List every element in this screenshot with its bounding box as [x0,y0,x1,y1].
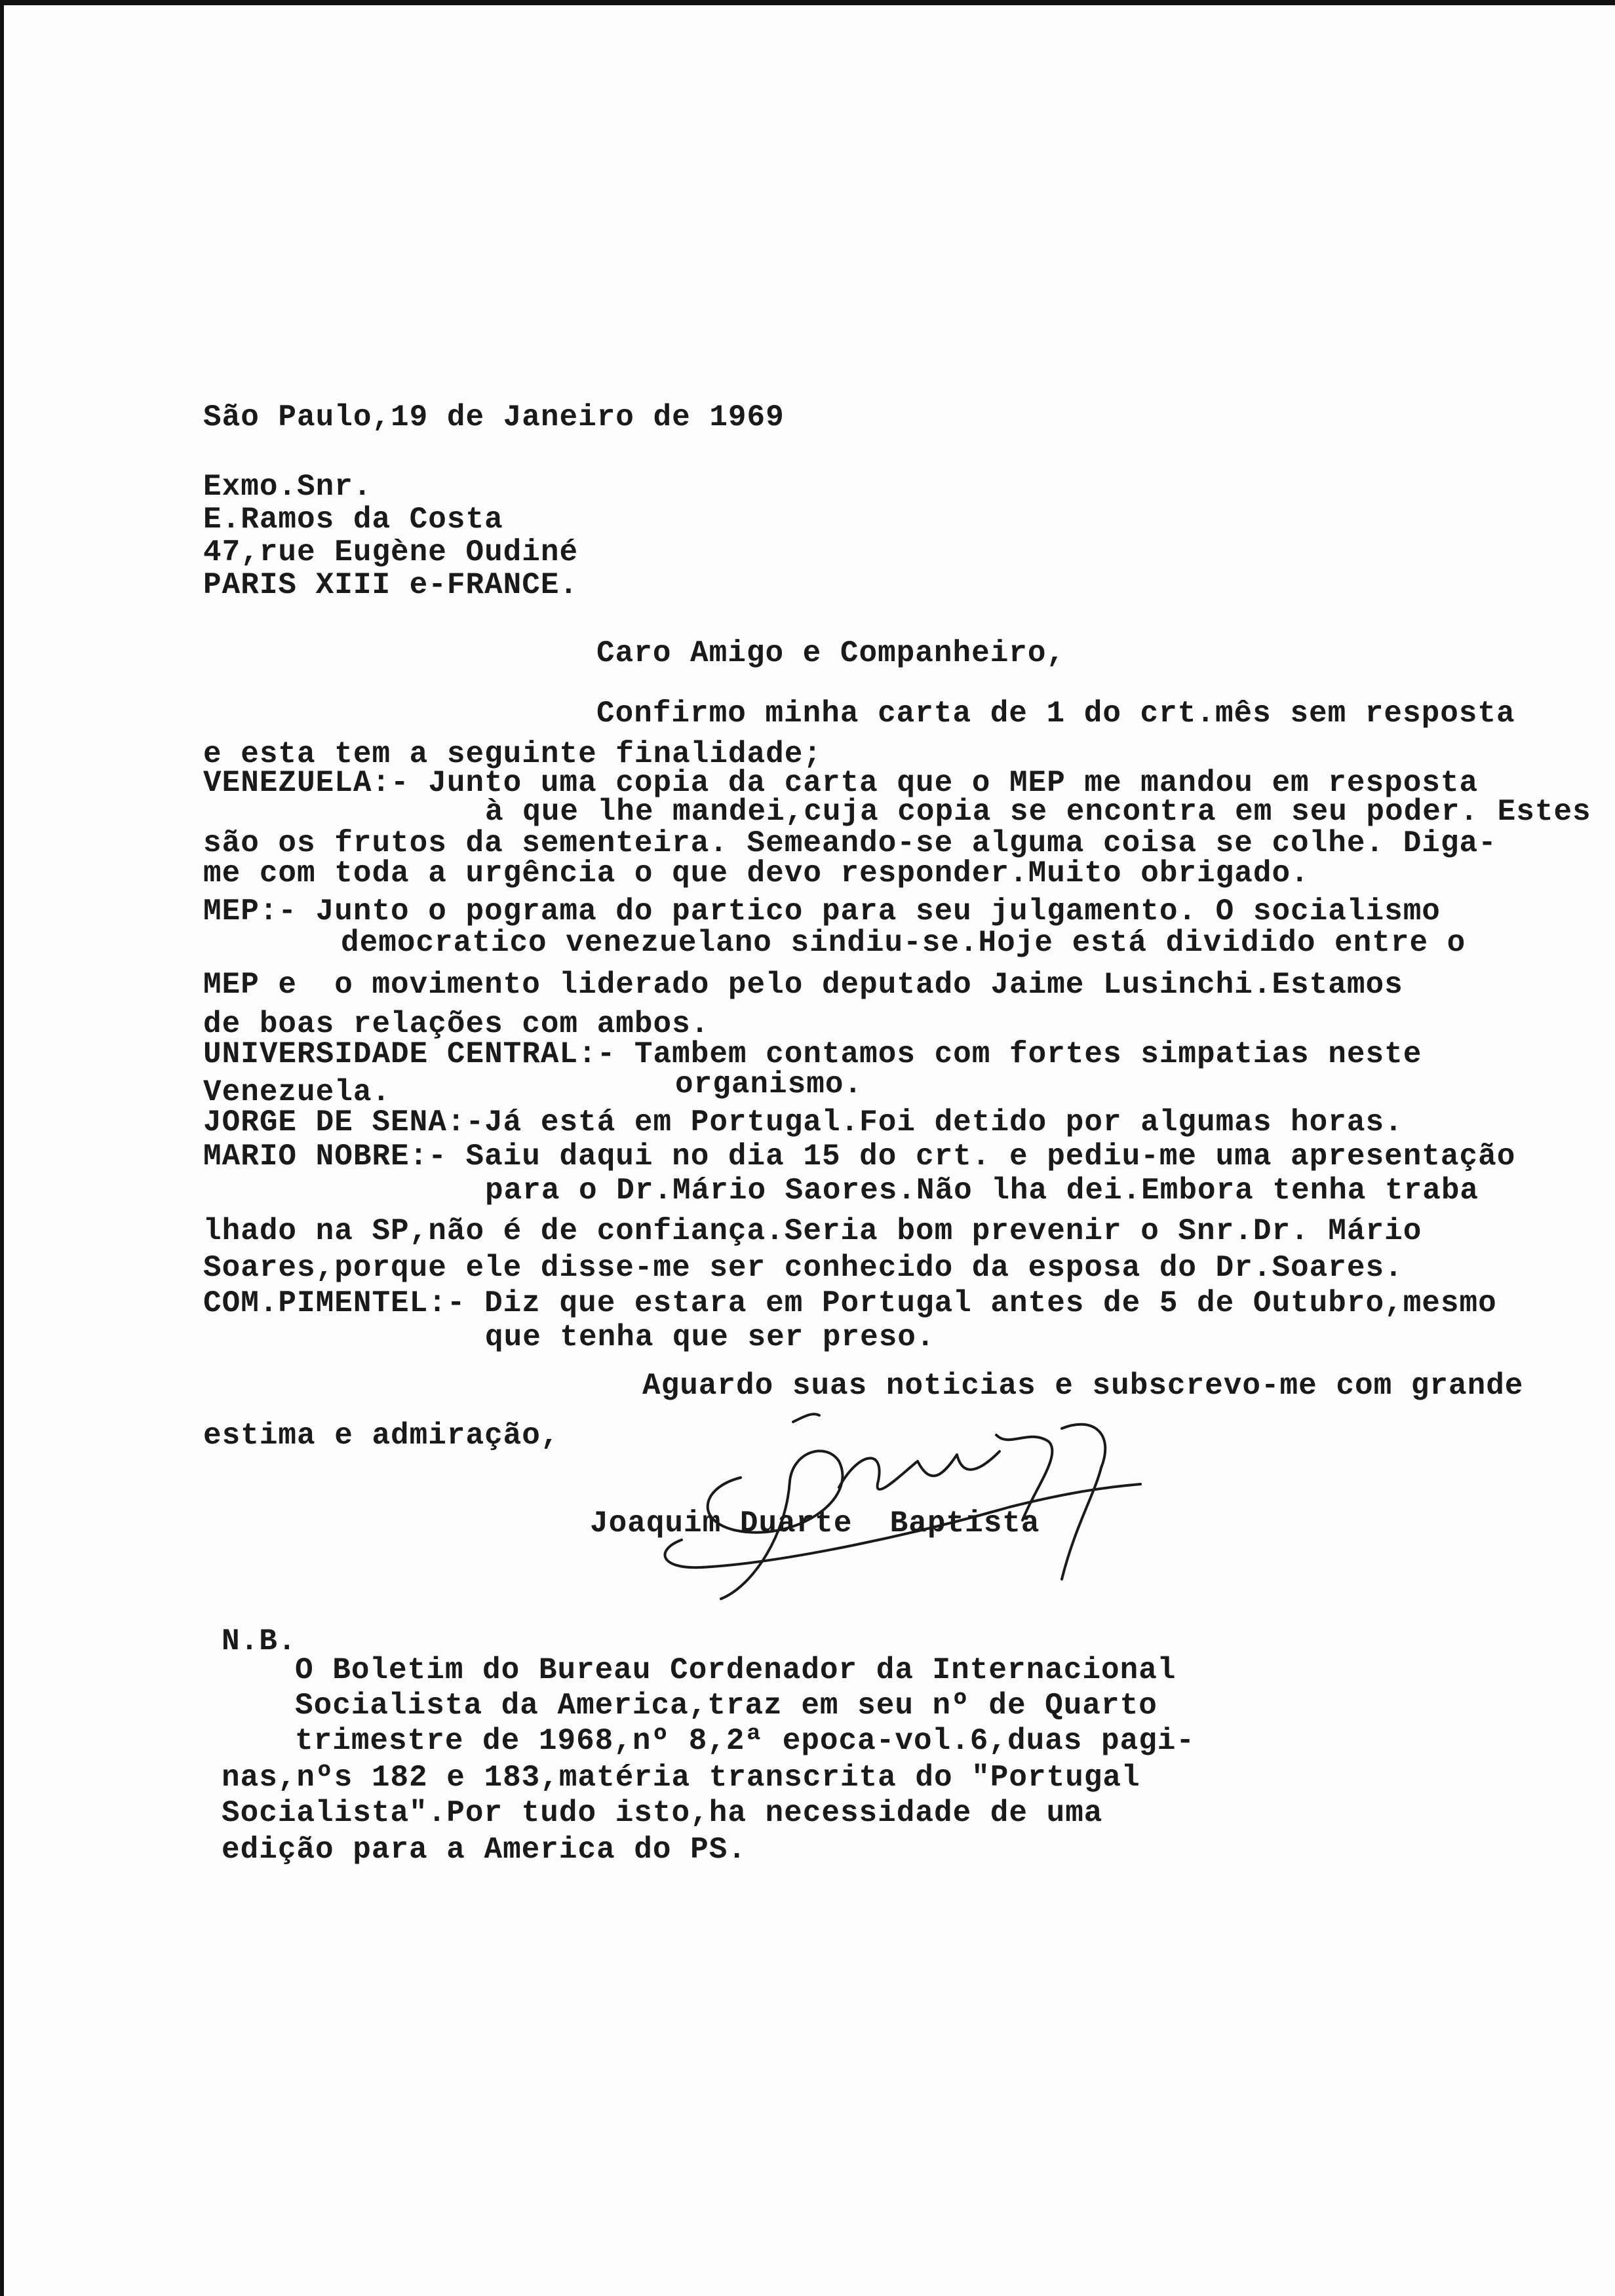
scan-edge-top [0,0,1615,5]
scan-edge-left [0,0,4,2296]
mep-line-1: MEP:- Junto o pograma do partico para seu julgamento. O socialismo [203,894,1441,928]
universidade-line-2b: organismo. [675,1067,863,1101]
address-city: PARIS XIII e-FRANCE. [203,568,579,602]
mep-line-3: MEP e o movimento liderado pelo deputado Jaime Lusinchi.Estamos [203,968,1403,1002]
address-street: 47,rue Eugène Oudiné [203,535,579,569]
venezuela-line-3: são os frutos da sementeira. Semeando-se alguma coisa se colhe. Diga- [203,826,1497,860]
closing-line-1: Aguardo suas noticias e subscrevo-me com grande [642,1369,1524,1403]
intro-line-1: Confirmo minha carta de 1 do crt.mês sem resposta [596,697,1515,731]
mario-nobre-line-1: MARIO NOBRE:- Saiu daqui no dia 15 do crt. e pediu-me uma apresentação [203,1139,1516,1174]
address-name: E.Ramos da Costa [203,503,503,537]
venezuela-line-2: à que lhe mandei,cuja copia se encontra em seu poder. Estes [485,795,1591,829]
pimentel-line-1: COM.PIMENTEL:- Diz que estara em Portugal antes de 5 de Outubro,mesmo [203,1286,1497,1320]
mep-line-2: democratico venezuelano sindiu-se.Hoje está dividido entre o [341,926,1466,960]
mep-line-4: de boas relações com ambos. [203,1007,710,1041]
universidade-line-1: UNIVERSIDADE CENTRAL:- Tambem contamos com fortes simpatias neste [203,1037,1422,1071]
nb-line-2: Socialista da America,traz em seu nº de Quarto [295,1689,1158,1723]
typed-signature-name: Joaquim Duarte Baptista [590,1506,1040,1540]
jorge-de-sena-line: JORGE DE SENA:-Já está em Portugal.Foi detido por algumas horas. [203,1105,1403,1139]
place-date: São Paulo,19 de Janeiro de 1969 [203,400,785,434]
mario-nobre-line-4: Soares,porque ele disse-me ser conhecido da esposa do Dr.Soares. [203,1251,1403,1285]
pimentel-line-2: que tenha que ser preso. [485,1320,935,1354]
mario-nobre-line-2: para o Dr.Mário Saores.Não lha dei.Embora tenha traba [485,1174,1479,1208]
nb-line-3: trimestre de 1968,nº 8,2ª epoca-vol.6,duas pagi- [295,1724,1196,1758]
nb-line-5: Socialista".Por tudo isto,ha necessidade de uma [222,1796,1103,1830]
nb-label: N.B. [222,1624,297,1658]
nb-line-1: O Boletim do Bureau Cordenador da Internacional [295,1653,1177,1687]
greeting: Caro Amigo e Companheiro, [596,636,1066,670]
nb-line-6: edição para a America do PS. [222,1833,747,1867]
universidade-line-2a: Venezuela. [203,1075,391,1109]
closing-line-2: estima e admiração, [203,1419,560,1453]
intro-line-2: e esta tem a seguinte finalidade; [203,737,822,771]
address-title: Exmo.Snr. [203,470,372,504]
venezuela-line-4: me com toda a urgência o que devo responder.Muito obrigado. [203,856,1310,890]
nb-line-4: nas,nºs 182 e 183,matéria transcrita do "Portugal [222,1761,1140,1795]
venezuela-line-1: VENEZUELA:- Junto uma copia da carta que o MEP me mandou em resposta [203,766,1479,800]
mario-nobre-line-3: lhado na SP,não é de confiança.Seria bom prevenir o Snr.Dr. Mário [203,1214,1422,1248]
